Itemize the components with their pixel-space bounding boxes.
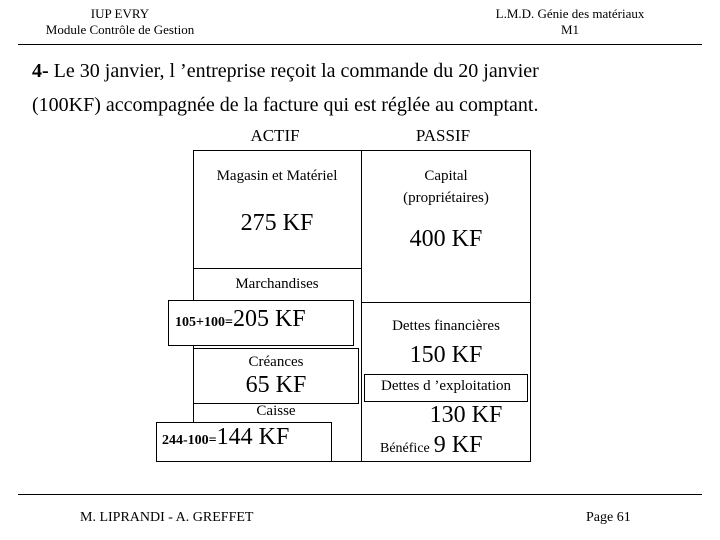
marchandises-label: Marchandises (235, 276, 319, 292)
actif-header: ACTIF (250, 126, 300, 145)
passif-header: PASSIF (415, 126, 471, 145)
header-module: Module Contrôle de Gestion (45, 22, 195, 37)
creances-value: 65 KF (245, 372, 307, 398)
slide-title-line-2: (100KF) accompagnée de la facture qui est réglée au comptant. (32, 94, 539, 116)
footer-page-number: Page 61 (586, 510, 631, 525)
header-left (20, 6, 220, 38)
magasin-label: Magasin et Matériel (216, 168, 338, 184)
title-number: 4- (32, 60, 49, 82)
dettes-exploitation-label: Dettes d ’exploitation (381, 378, 511, 394)
footer-authors: M. LIPRANDI - A. GREFFET (80, 510, 254, 525)
header-right (460, 6, 680, 38)
dettes-financieres-label: Dettes financières (392, 318, 500, 334)
caisse-calc: 244-100= (162, 433, 217, 448)
benefice-label: Bénéfice (380, 441, 430, 456)
dettes-exploitation-value: 130 KF (429, 402, 503, 428)
caisse-value: 144 KF (216, 424, 290, 450)
caisse-amount (162, 424, 289, 451)
title-text-1: Le 30 janvier, l ’entreprise reçoit la commande du 20 janvier (48, 60, 539, 82)
capital-value: 400 KF (409, 226, 483, 252)
marchandises-value: 205 KF (232, 306, 306, 332)
header-divider (18, 44, 702, 45)
caisse-label: Caisse (256, 403, 296, 419)
capital-separator (361, 302, 531, 303)
capital-owners-label: (propriétaires) (403, 190, 489, 206)
benefice-value: 9 KF (433, 432, 483, 458)
magasin-separator (193, 268, 361, 269)
dettes-financieres-value: 150 KF (409, 342, 483, 368)
marchandises-calc: 105+100= (175, 315, 233, 330)
capital-label: Capital (424, 168, 468, 184)
footer-divider (18, 494, 702, 495)
header-level: M1 (560, 22, 580, 37)
creances-label: Créances (248, 354, 304, 370)
slide-title-line-1 (32, 60, 712, 83)
magasin-value: 275 KF (240, 210, 314, 236)
marchandises-amount (175, 306, 306, 333)
benefice-row (380, 432, 482, 459)
header-program: L.M.D. Génie des matériaux (495, 6, 645, 21)
header-institution: IUP EVRY (90, 6, 150, 21)
